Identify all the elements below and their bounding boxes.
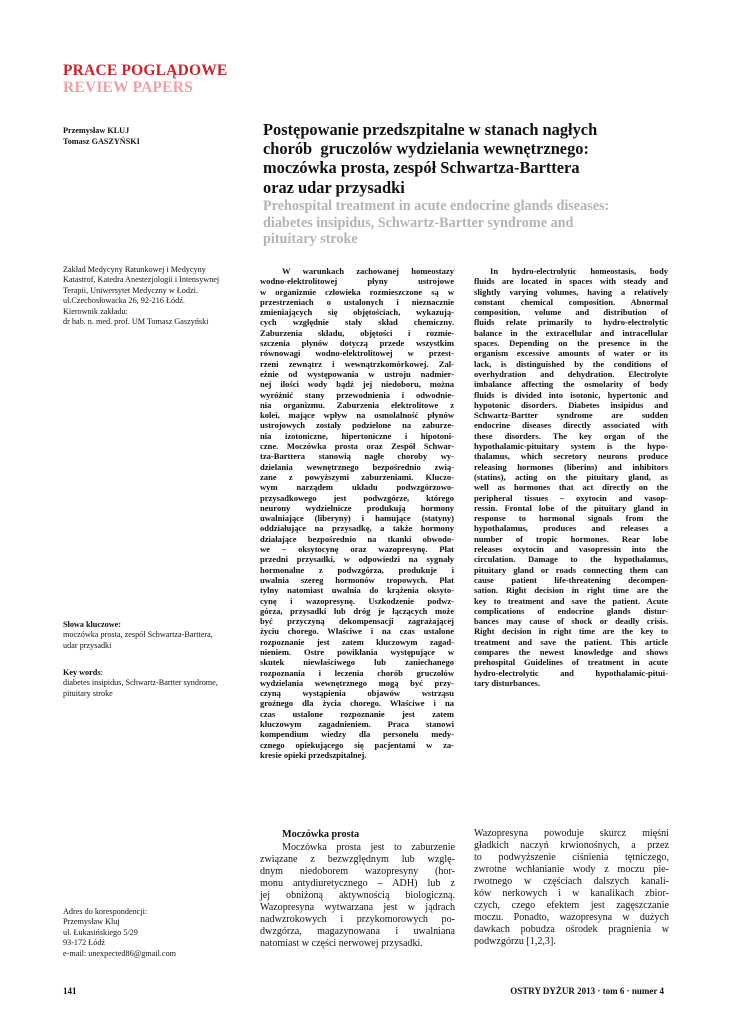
text-line: dzielania wewnętrznego bezpośrednio zwią-: [260, 461, 454, 472]
text-line: W warunkach zachowanej homeostazy: [282, 266, 454, 276]
correspondence-line: 93-172 Łódź: [63, 938, 106, 948]
text-line: balance in the extracellular and intracellular: [474, 327, 668, 338]
body-column-1: [260, 842, 455, 950]
title-line: moczówka prosta, zespół Schwartza-Barttera: [263, 158, 580, 178]
text-line: czyną wystąpienia objawów wstrząsu: [260, 688, 454, 699]
text-line: przysadkowego jest podwzgórze, którego: [260, 492, 454, 503]
correspondence-line: ul. Łukasińskiego 5/29: [63, 927, 138, 937]
text-line: response to hormonal signals from the: [474, 513, 668, 524]
text-line: dawkach pobudza ośrodek pragnienia w: [474, 924, 669, 935]
text-line: fluids is divided into isotonic, hypertonic and: [474, 389, 668, 400]
correspondence-line: e-mail: unexpected86@gmail.com: [63, 948, 177, 958]
affiliation-line: Katastrof, Katedra Anestezjologii i Intensywnej: [63, 275, 220, 285]
section-title-en: REVIEW PAPERS: [63, 79, 193, 96]
text-line: to podwyższenie ciśnienia tętniczego,: [474, 852, 669, 863]
title-line: Postępowanie przedszpitalne w stanach nagłych: [263, 120, 598, 139]
text-line: przestrzeniach o ustalonych i nieznacznie: [260, 296, 454, 307]
text-line: wodno-elektrolitowej płyny ustrojowe: [260, 276, 454, 287]
text-line: Right decision in right time are the key to: [474, 626, 668, 637]
text-line: życiu chorego. Właściwe i na czas ustalone: [260, 626, 454, 637]
text-line: well as hormones that act directly on the: [474, 482, 668, 493]
text-line: composition, volume and distribution of: [474, 307, 668, 318]
text-line: peripheral tissues – oxytocin and vasop-: [474, 492, 668, 503]
correspondence-line: Przemysław Kluj: [63, 917, 120, 927]
abstract-en: [474, 266, 668, 688]
text-line: ressin. Frontal lobe of the pituitary gland in: [474, 502, 668, 513]
text-line: nieniem. Ostre powikłania występujące w: [260, 646, 454, 657]
text-line: ustrojowych zostały podzielone na zaburze-: [260, 420, 454, 431]
text-line: Wazopresyna powoduje skurcz mięśni: [474, 828, 669, 839]
text-line: kluczowym zagadnieniem. Praca stanowi: [260, 719, 454, 730]
page-number: 141: [63, 986, 77, 996]
text-line: hypotonic disorders. Diabetes insipidus and: [474, 399, 668, 410]
text-line: cych względnie stały skład chemiczny.: [260, 317, 454, 328]
text-line: releases oxytocin and vasopressin into the: [474, 544, 668, 555]
text-line: wyróżnić stany przewodnienia i odwodnie-: [260, 389, 454, 400]
keywords-heading: Key words: [63, 668, 101, 677]
journal-info: OSTRY DYŻUR 2013 · tom 6 · numer 4: [510, 986, 664, 996]
abstract-pl: [260, 266, 454, 760]
text-line: tza-Barttera stanowią nagłe choroby wy-: [260, 451, 454, 462]
article-title-en: [263, 198, 683, 248]
text-line: równowagi wodno-elektrolitowej w przest-: [260, 348, 454, 359]
text-line: neurony wydzielnicze produkują hormony: [260, 502, 454, 513]
text-line: constant chemical composition. Abnormal: [474, 296, 668, 307]
keywords-heading: Słowa kluczowe:: [63, 620, 121, 629]
text-line: natomiast w części nerwowej przysadki.: [260, 938, 423, 949]
affiliation-line: dr hab. n. med. prof. UM Tomasz Gaszyński: [63, 317, 209, 327]
text-line: key to treatment and save the patient. Acute: [474, 595, 668, 606]
text-line: podwzgórzu [1,2,3].: [474, 936, 556, 947]
text-line: hypothalamus, produces and releases a: [474, 523, 668, 534]
affiliation-line: Terapii, Uniwersytet Medyczny w Łodzi.: [63, 285, 198, 295]
text-line: oddziałujące na przysadkę, a także hormony: [260, 523, 454, 534]
text-line: kompendium wiedzy dla personelu medy-: [260, 729, 454, 740]
text-line: hormonalne z podwzgórza, produkuje i: [260, 564, 454, 575]
text-line: kolei, mające wpływ na osmolalność płynów: [260, 410, 454, 421]
text-line: przedni przysadki, w odpowiedzi na sygnały: [260, 554, 454, 565]
text-line: czne. Moczówka prosta oraz Zespół Schwar-: [260, 441, 454, 452]
text-line: (statins), acting on the pituitary gland, as: [474, 471, 668, 482]
affiliation-line: Kierownik zakładu:: [63, 306, 128, 316]
text-line: treatment and save the patient. This article: [474, 636, 668, 647]
text-line: circulation. Damage to the hypothalamus,: [474, 554, 668, 565]
title-line: chorób gruczolów wydzielania wewnętrznego:: [263, 139, 589, 159]
title-line: pituitary stroke: [263, 231, 358, 248]
title-line: Prehospital treatment in acute endocrine glands diseases:: [263, 198, 610, 214]
text-line: Wazopresyna wytwarzana jest w jądrach: [260, 902, 455, 913]
text-line: kresie opieki przedszpitalnej.: [260, 749, 367, 760]
author-name: Przemysław KLUJ: [63, 126, 130, 135]
keywords-colon: :: [100, 668, 103, 677]
title-line: diabetes insipidus, Schwartz-Bartter syndrome and: [263, 214, 574, 231]
text-line: eżnie od występowania w ustroju nadmier-: [260, 368, 454, 379]
text-line: prehospital Guidelines of treatment in acute: [474, 657, 668, 668]
text-line: zwrotne wchłanianie wody z moczu pie-: [474, 864, 669, 875]
text-line: imbalance affecting the osmolarity of body: [474, 379, 668, 390]
text-line: czych, czego efektem jest zagęszczanie: [474, 900, 669, 911]
text-line: In hydro-electrolytic homeostasis, body: [490, 266, 668, 276]
text-line: gładkich naczyń krwionośnych, a przez: [474, 840, 669, 851]
text-line: number of tropic hormones. Rear lobe: [474, 533, 668, 544]
keywords-line: udar przysadki: [63, 640, 112, 650]
text-line: rzeni zewnątrz i wewnątrzkomórkowej. Zal-: [260, 358, 454, 369]
text-line: fluids are located in spaces with steady and: [474, 276, 668, 287]
correspondence-line: Adres do korespondencji:: [63, 907, 148, 916]
text-line: spaces. Depending on the presence in the: [474, 338, 668, 349]
text-line: nej ilości wody bądź jej niedoboru, można: [260, 379, 454, 390]
text-line: wydzielania wewnętrznego mogą być przy-: [260, 677, 454, 688]
keywords-line: pituitary stroke: [63, 688, 113, 698]
text-line: nadwzrokowych i przykomorowych po-: [260, 914, 455, 925]
body-column-2: [474, 828, 669, 948]
text-line: hypothalamic-pituitary system is the hypo-: [474, 441, 668, 452]
text-line: nia organizmu. Zaburzenia elektrolitowe z: [260, 399, 454, 410]
text-line: zane z powyższymi zaburzeniami. Kluczo-: [260, 471, 454, 482]
text-line: Zaburzenia składu, objętości i rozmie-: [260, 327, 454, 338]
text-line: releasing hormones (liberins) and inhibitors: [474, 461, 668, 472]
keywords-en: [63, 668, 253, 699]
text-line: dwzgórza, magazynowana i uwalniana: [260, 926, 455, 937]
text-line: cause patient life-threatening decompen-: [474, 574, 668, 585]
keywords-heading-row: [63, 668, 253, 678]
text-line: cynę i wazopresynę. Uszkodzenie podwz-: [260, 595, 454, 606]
affiliation-line: ul.Czechosłowacka 26, 92-216 Łódź.: [63, 296, 185, 306]
keywords-pl: [63, 620, 253, 651]
text-line: organism excessive amounts of water or its: [474, 348, 668, 359]
text-line: monu antydiuretycznego – ADH) lub z: [260, 878, 455, 889]
text-line: fluids relate primarily to hydro-electrolytic: [474, 317, 668, 328]
article-title-pl: [263, 120, 683, 197]
text-line: w organizmie człowieka rozmieszczone są w: [260, 286, 454, 297]
text-line: lack, is distinguished by the conditions of: [474, 358, 668, 369]
text-line: these disorders. The key organ of the: [474, 430, 668, 441]
text-line: działające bezpośrednio na tkanki obwodo-: [260, 533, 454, 544]
text-line: moczu. Ponadto, wazopresyna w dużych: [474, 912, 669, 923]
text-line: sation. Right decision in right time are the: [474, 585, 668, 596]
text-line: zmieniających się objętościach, wykazują-: [260, 307, 454, 318]
keywords-line: moczówka prosta, zespół Schwartza-Barttera,: [63, 630, 213, 640]
text-line: thalamus, which secretory neurons produce: [474, 451, 668, 462]
text-line: overhydration and dehydration. Electrolyte: [474, 368, 668, 379]
text-line: endocrine diseases directly associated with: [474, 420, 668, 431]
text-line: rozpoznanie jest zatem kluczowym zagad-: [260, 636, 454, 647]
body-heading: Moczówka prosta: [282, 829, 360, 840]
text-line: ków nerkowych i w kanalikach zbior-: [474, 888, 669, 899]
text-line: groźnego dla życia chorego. Właściwe i na: [260, 698, 454, 709]
text-line: skutek niewłaściwego lub zaniechanego: [260, 657, 454, 668]
text-line: bances may cause of shock or deadly crisis.: [474, 616, 668, 627]
text-line: górza, przysadki lub dróg je łączących może: [260, 605, 454, 616]
text-line: Moczówka prosta jest to zaburzenie: [282, 842, 455, 853]
text-line: jej obniżoną aktywnością biologiczną.: [260, 890, 455, 901]
text-line: rozpoznania i leczenia chorób gruczołów: [260, 667, 454, 678]
text-line: szczenia płynów dotyczą przede wszystkim: [260, 338, 454, 349]
affiliation-line: Zakład Medycyny Ratunkowej i Medycyny: [63, 265, 206, 274]
text-line: uwalniające (liberyny) i hamujące (statyny): [260, 513, 454, 524]
text-line: complications of endocrine glands distur-: [474, 605, 668, 616]
author-name: Tomasz GASZYŃSKI: [63, 136, 140, 146]
text-line: rwotnego w częściach dalszych kanali-: [474, 876, 669, 887]
text-line: cznego opiekującego się pacjentami w za-: [260, 739, 454, 750]
text-line: tylny natomiast uwalnia do krążenia oksyto-: [260, 585, 454, 596]
authors-block: [63, 126, 140, 147]
title-line: oraz udar przysadki: [263, 177, 405, 197]
text-line: związane z bezwzględnym lub wzglę-: [260, 854, 455, 865]
text-line: tary disturbances.: [474, 677, 541, 688]
keywords-line: diabetes insipidus, Schwartz-Bartter syndrome,: [63, 678, 218, 688]
text-line: we – oksytocynę oraz wazopresynę. Płat: [260, 544, 454, 555]
text-line: pituitary gland or roads connecting them can: [474, 564, 668, 575]
text-line: compares the newest knowledge and shows: [474, 646, 668, 657]
text-line: czas ustalone rozpoznanie jest zatem: [260, 708, 454, 719]
text-line: nia izotoniczne, hipertoniczne i hipotoni-: [260, 430, 454, 441]
correspondence: [63, 907, 253, 959]
affiliation: [63, 265, 253, 327]
text-line: hydro-electrolytic and hypothalamic-pitui-: [474, 667, 668, 678]
text-line: dnym niedoborem wazopresyny (hor-: [260, 866, 455, 877]
text-line: slightly varying volumes, having a relatively: [474, 286, 668, 297]
text-line: Schwartz-Bartter syndrome are sudden: [474, 410, 668, 421]
text-line: być przyczyną dekompensacji zagrażającej: [260, 616, 454, 627]
section-title-pl: PRACE POGLĄDOWE: [63, 62, 228, 79]
text-line: uwalnia szereg hormonów tropowych. Płat: [260, 574, 454, 585]
text-line: wym narządem układu podwzgórzowo-: [260, 482, 454, 493]
